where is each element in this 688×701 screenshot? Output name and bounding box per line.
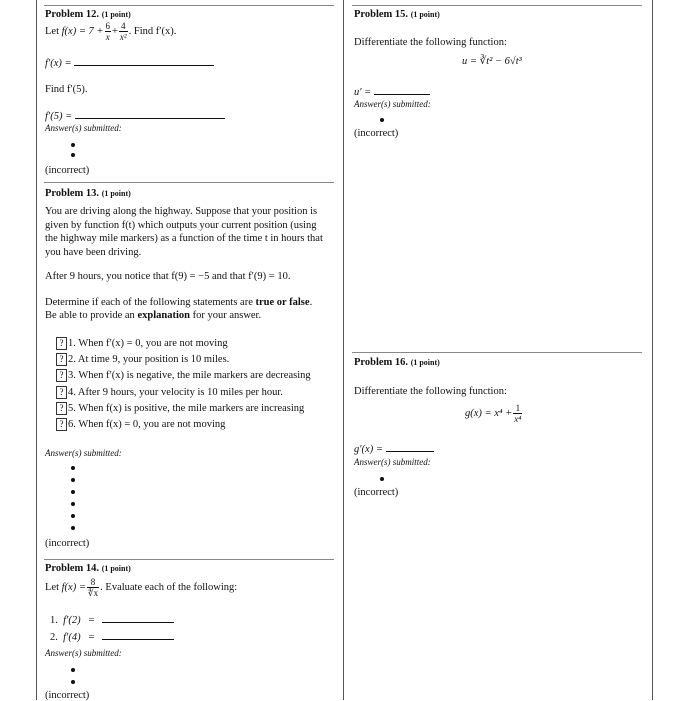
p15-points: (1 point)	[410, 10, 440, 19]
p16-prompt: Differentiate the following function:	[354, 386, 507, 397]
p12-title: Problem 12.	[45, 9, 100, 20]
p15-status: (incorrect)	[354, 128, 399, 139]
p14-header	[45, 563, 131, 574]
p12-submitted: Answer(s) submitted:	[45, 123, 122, 133]
p14-answer-2-blank[interactable]	[102, 638, 174, 640]
p13-determine-1: Determine if each of the following statements are true or false.	[45, 297, 313, 308]
p13-select-4[interactable]: ?	[56, 386, 67, 399]
p12-points: (1 point)	[101, 10, 131, 19]
p16-function: g(x) = x⁴ + $\frac{1}{\text{x⁴}}$	[465, 403, 522, 424]
p12-find: . Find f′(x).	[128, 25, 177, 37]
p14-title: Problem 14.	[45, 563, 100, 574]
p12-top-rule	[44, 5, 334, 6]
p14-item-1: 1. f′(2) =	[50, 615, 174, 626]
p15-answer-blank[interactable]	[374, 93, 430, 95]
right-border	[652, 0, 653, 700]
p13-bullet-1	[71, 466, 75, 470]
p13-select-3[interactable]: ?	[56, 369, 67, 382]
p15-bullet	[380, 118, 384, 122]
p16-bullet	[380, 477, 384, 481]
p13-select-5[interactable]: ?	[56, 402, 67, 415]
p12-header	[45, 9, 131, 20]
p13-bullet-2	[71, 478, 75, 482]
p13-top-rule	[44, 182, 334, 183]
p15-prompt: Differentiate the following function:	[354, 37, 507, 48]
p13-bullet-5	[71, 514, 75, 518]
p14-submitted: Answer(s) submitted:	[45, 648, 122, 658]
p12-answer-row: f′(x) =	[45, 58, 214, 69]
p12-status: (incorrect)	[45, 165, 90, 176]
p13-select-1[interactable]: ?	[56, 337, 67, 350]
p12-answer2-row: f′(5) =	[45, 111, 225, 122]
p13-bullet-6	[71, 526, 75, 530]
p15-title: Problem 15.	[354, 9, 409, 20]
p13-statement-4: ? 4. After 9 hours, your velocity is 10 miles per hour.	[56, 386, 283, 399]
p14-points: (1 point)	[101, 564, 131, 573]
p13-statement-3: ? 3. When f′(x) is negative, the mile markers are decreasing	[56, 369, 311, 382]
p14-status: (incorrect)	[45, 690, 90, 701]
p12-find2: Find f′(5).	[45, 84, 88, 95]
p15-top-rule	[352, 5, 642, 6]
p16-title: Problem 16.	[354, 357, 409, 368]
p13-points: (1 point)	[101, 189, 131, 198]
p13-bullet-3	[71, 490, 75, 494]
p13-paragraph: You are driving along the highway. Suppose that your position is given by function f(t) which outputs your current position (using the highway mile markers) as a function of the time t in hours that you have been driving.	[45, 206, 323, 258]
p15-function: u = ∛t² − 6√t³	[462, 56, 522, 67]
p13-select-6[interactable]: ?	[56, 418, 67, 431]
p13-select-2[interactable]: ?	[56, 353, 67, 366]
column-divider	[343, 0, 344, 700]
p14-item-2: 2. f′(4) =	[50, 632, 174, 643]
p16-answer-blank[interactable]	[386, 450, 434, 452]
p16-answer-row: g′(x) =	[354, 444, 434, 455]
p12-answer2-blank[interactable]	[75, 117, 225, 119]
p13-title: Problem 13.	[45, 188, 100, 199]
p15-header	[354, 9, 440, 20]
p12-bullet-1	[71, 143, 75, 147]
p13-status: (incorrect)	[45, 538, 90, 549]
p13-statement-1: ? 1. When f′(x) = 0, you are not moving	[56, 337, 228, 350]
p15-submitted: Answer(s) submitted:	[354, 99, 431, 109]
p12-answer-blank[interactable]	[74, 64, 214, 66]
p16-points: (1 point)	[410, 358, 440, 367]
p14-bullet-2	[71, 680, 75, 684]
p14-answer-1-blank[interactable]	[102, 621, 174, 623]
p14-top-rule	[44, 559, 334, 560]
p16-submitted: Answer(s) submitted:	[354, 457, 431, 467]
p14-prompt: Let f(x) = $\frac{8}{∜x}$ . Evaluate each of the following:	[45, 577, 238, 598]
p13-header	[45, 188, 131, 199]
left-border	[36, 0, 37, 700]
p15-answer-row: u′ =	[354, 87, 430, 98]
p16-status: (incorrect)	[354, 487, 399, 498]
p13-submitted: Answer(s) submitted:	[45, 448, 122, 458]
p13-determine-2: Be able to provide an explanation for your answer.	[45, 310, 262, 321]
p14-bullet-1	[71, 668, 75, 672]
p13-statement-5: ? 5. When f(x) is positive, the mile markers are increasing	[56, 402, 304, 415]
p12-bullet-2	[71, 153, 75, 157]
p13-statement-6: ? 6. When f(x) = 0, you are not moving	[56, 418, 225, 431]
p13-after: After 9 hours, you notice that f(9) = −5 and that f′(9) = 10.	[45, 271, 291, 282]
p16-header	[354, 357, 440, 368]
p16-top-rule	[352, 352, 642, 353]
p12-prompt: Let f(x) = 7 + $\frac{6}{x}$ + $\frac{4}{\text{x²}}$ . Find f′(x).	[45, 21, 177, 42]
p13-bullet-4	[71, 502, 75, 506]
p13-statement-2: ? 2. At time 9, your position is 10 miles.	[56, 353, 229, 366]
